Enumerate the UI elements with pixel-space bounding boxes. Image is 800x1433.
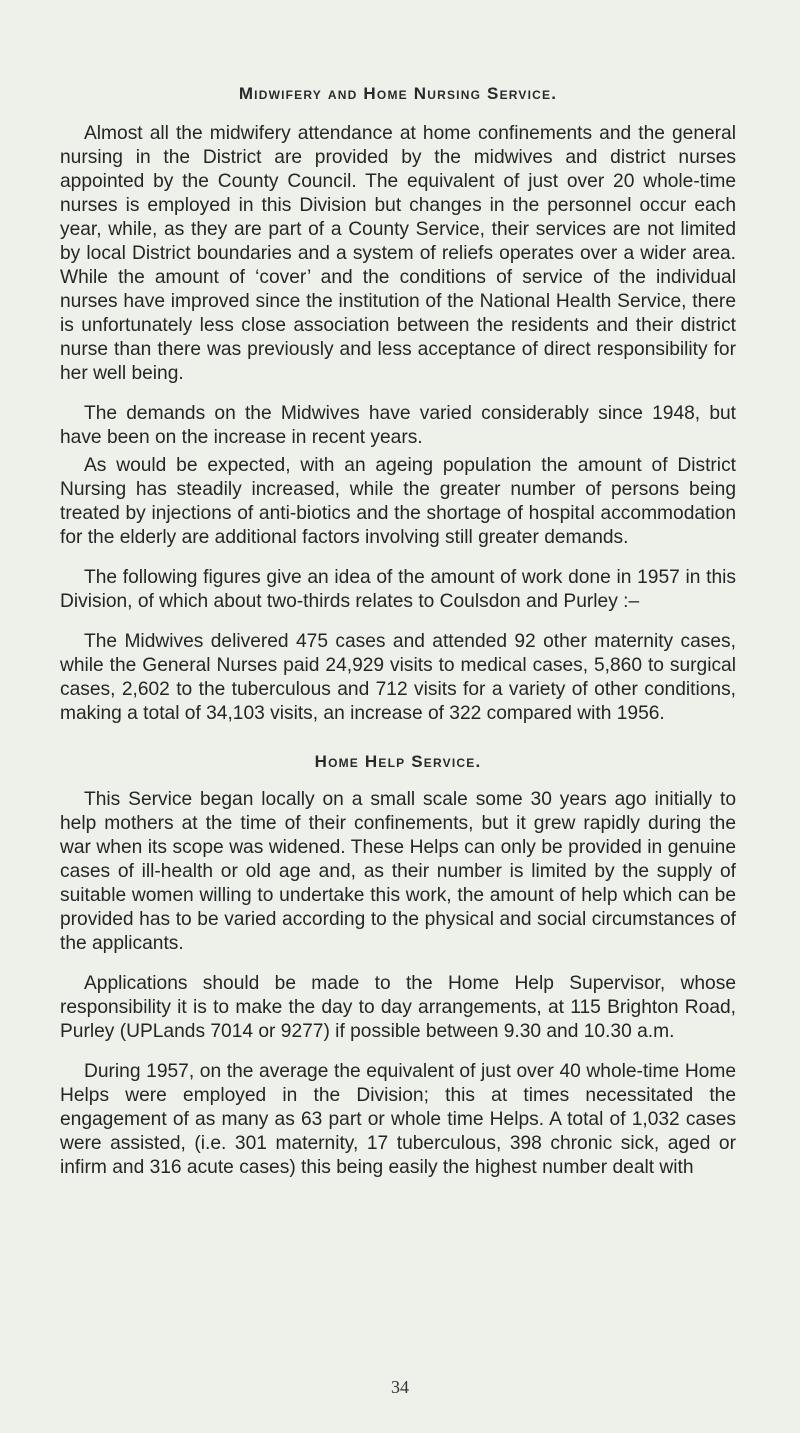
paragraph: Almost all the midwifery attendance at home confinements and the general nursing in the District are provided by the midwives and district nurses appointed by the County Council. The equivalent of just over 20 whole-time nurses is employed in this Division but changes in the personnel occur each year, while, as they are part of a County Service, their services are not limited by local District boundaries and a system of reliefs operates over a wider area. While the amount of ‘cover’ and the conditions of service of the individual nurses have improved since the institution of the National Health Service, there is unfortunately less close association between the residents and their district nurse than there was previously and less acceptance of direct responsibility for her well being. [60,123,736,384]
paragraph: Applications should be made to the Home Help Supervisor, whose responsibility it is to make the day to day arrangements, at 115 Brighton Road, Purley (UPLands 7014 or 9277) if possible between 9.30 and 10.30 a.m. [60,973,736,1042]
paragraph: The Midwives delivered 475 cases and attended 92 other maternity cases, while the General Nurses paid 24,929 visits to medical cases, 5,860 to surgical cases, 2,602 to the tuberculous and 712 visits for a variety of other conditions, making a total of 34,103 visits, an increase of 322 compared with 1956. [60,631,736,724]
paragraph: The following figures give an idea of the amount of work done in 1957 in this Division, of which about two-thirds relates to Coulsdon and Purley :– [60,567,736,612]
section-heading-home-help: Home Help Service. [314,752,482,771]
paragraph: The demands on the Midwives have varied considerably since 1948, but have been on the increase in recent years. [60,403,736,448]
section-heading-midwifery: Midwifery and Home Nursing Service. [238,84,558,103]
page-number: 34 [391,1377,409,1397]
paragraph: As would be expected, with an ageing population the amount of District Nursing has steadily increased, while the greater number of persons being treated by injections of anti-biotics and the shortage of hospital accommodation for the elderly are additional factors involving still greater demands. [60,455,736,548]
paragraph: During 1957, on the average the equivalent of just over 40 whole-time Home Helps were employed in the Division; this at times necessitated the engagement of as many as 63 part or whole time Helps. A total of 1,032 cases were assisted, (i.e. 301 maternity, 17 tuberculous, 398 chronic sick, aged or infirm and 316 acute cases) this being easily the highest number dealt with [60,1061,736,1178]
paragraph: This Service began locally on a small scale some 30 years ago initially to help mothers at the time of their confinements, but it grew rapidly during the war when its scope was widened. These Helps can only be provided in genuine cases of ill-health or old age and, as their number is limited by the supply of suitable women willing to undertake this work, the amount of help which can be provided has to be varied according to the physical and social circumstances of the applicants. [60,789,736,954]
